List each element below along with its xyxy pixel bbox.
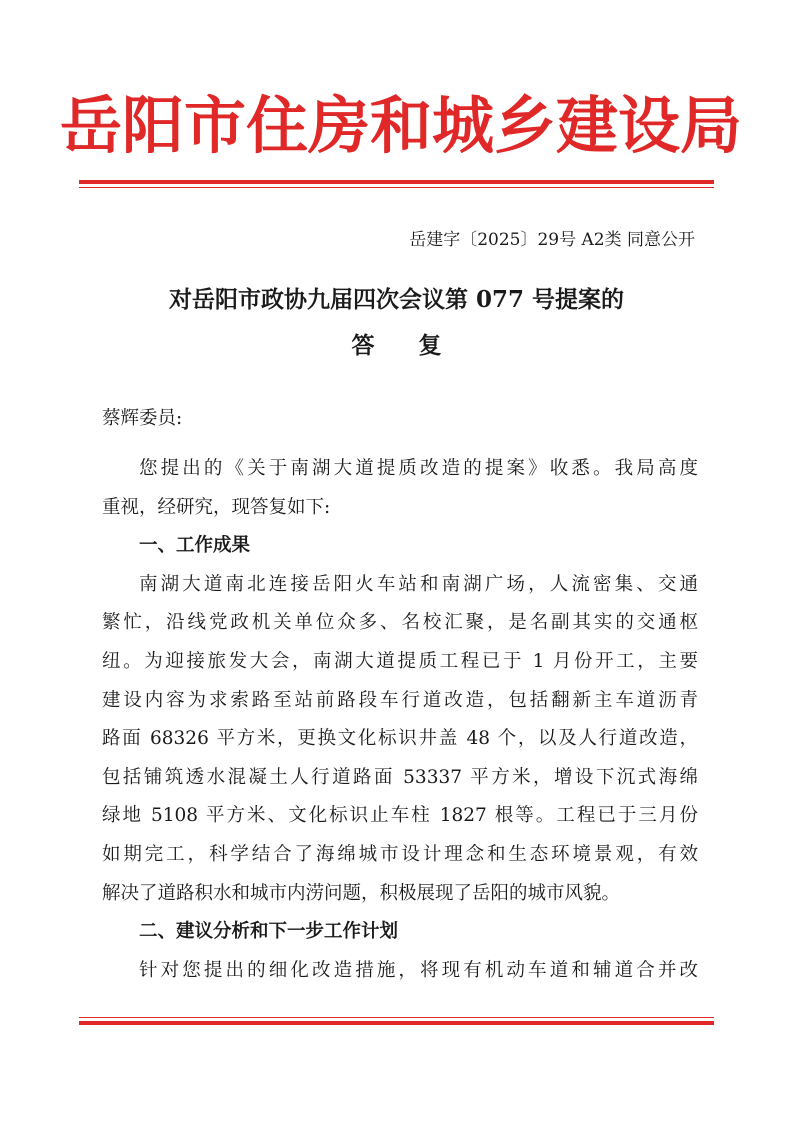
paragraph-line: 纽。为迎接旅发大会，南湖大道提质工程已于 1 月份开工，主要: [102, 650, 698, 672]
salutation: 蔡辉委员:: [102, 408, 183, 429]
section-heading-analysis: 二、建议分析和下一步工作计划: [139, 921, 399, 943]
paragraph-line: 南湖大道南北连接岳阳火车站和南湖广场，人流密集、交通: [139, 573, 698, 595]
letterhead-divider-thick: [79, 180, 714, 184]
agency-letterhead-title: 岳阳市住房和城乡建设局: [60, 89, 743, 162]
document-number: 岳建字〔2025〕29号 A2类 同意公开: [409, 230, 695, 250]
document-title: [60, 277, 733, 369]
paragraph-line: 建设内容为求索路至站前路段车行道改造，包括翻新主车道沥青: [102, 689, 698, 711]
paragraph-line: 针对您提出的细化改造措施，将现有机动车道和辅道合并改: [139, 959, 698, 981]
footer-divider-thin: [79, 1017, 714, 1018]
document-title-line2: 答复: [351, 332, 486, 359]
paragraph-line: 解决了道路积水和城市内涝问题，积极展现了岳阳的城市风貌。: [102, 882, 621, 904]
paragraph-line: 路面 68326 平方米，更换文化标识井盖 48 个，以及人行道改造，: [102, 728, 698, 750]
paragraph-line: 绿地 5108 平方米、文化标识止车柱 1827 根等。工程已于三月份: [102, 805, 698, 827]
paragraph-line: 繁忙，沿线党政机关单位众多、名校汇聚，是名副其实的交通枢: [102, 612, 698, 634]
footer-divider-thick: [79, 1021, 714, 1025]
paragraph-line: 如期完工，科学结合了海绵城市设计理念和生态环境景观，有效: [102, 843, 698, 865]
letterhead-divider-thin: [79, 187, 714, 188]
paragraph-line: 包括铺筑透水混凝土人行道路面 53337 平方米，增设下沉式海绵: [102, 766, 698, 788]
document-title-line1: 对岳阳市政协九届四次会议第 077 号提案的: [168, 286, 625, 313]
paragraph-line: 重视，经研究，现答复如下:: [102, 496, 331, 518]
document-body: [102, 450, 698, 990]
section-heading-results: 一、工作成果: [139, 535, 251, 557]
paragraph-line: 您提出的《关于南湖大道提质改造的提案》收悉。我局高度: [139, 458, 698, 479]
